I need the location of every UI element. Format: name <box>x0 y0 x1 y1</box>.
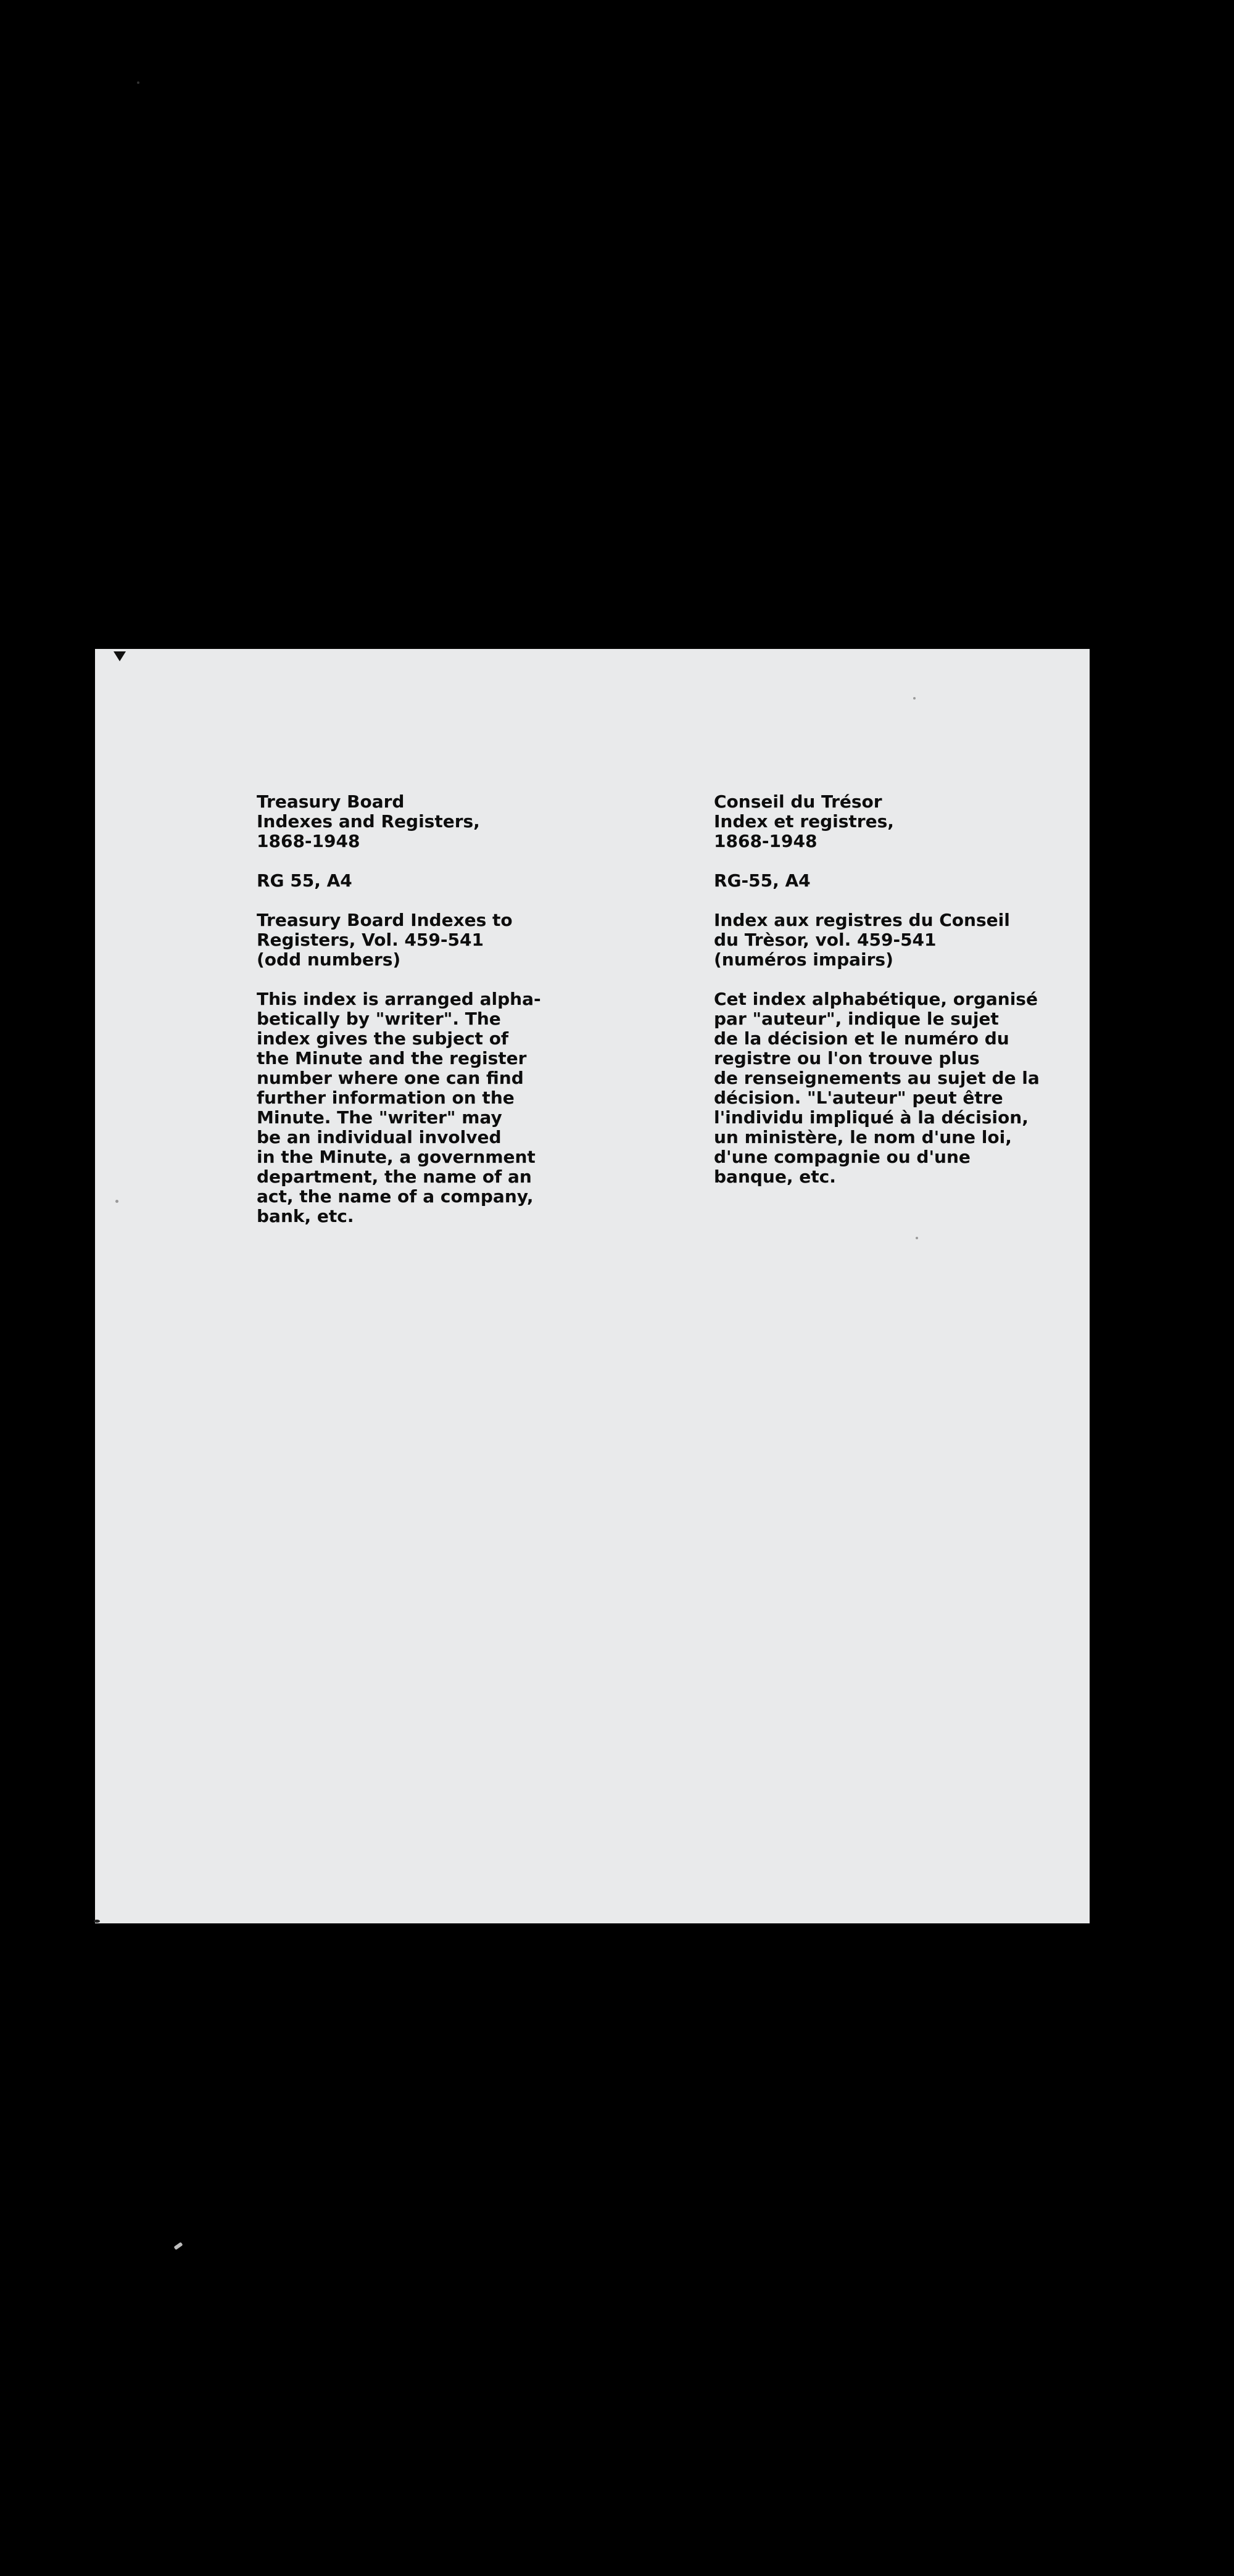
french-description-line: d'une compagnie ou d'une <box>714 1147 971 1167</box>
french-series-line: (numéros impairs) <box>714 949 893 970</box>
english-series-line: Treasury Board Indexes to <box>257 910 513 930</box>
french-column <box>714 791 1040 1207</box>
french-description-line: par "auteur", indique le sujet <box>714 1009 999 1029</box>
english-description-line: further information on the <box>257 1088 515 1108</box>
english-series <box>257 910 516 970</box>
french-reference-text: RG-55, A4 <box>714 870 811 891</box>
french-heading-line: 1868-1948 <box>714 831 818 851</box>
french-description-line: de la décision et le numéro du <box>714 1028 1009 1049</box>
english-description-line: in the Minute, a government <box>257 1147 536 1167</box>
french-reference <box>714 871 1010 891</box>
french-description-line: décision. "L'auteur" peut être <box>714 1088 1003 1108</box>
english-series-line: (odd numbers) <box>257 949 401 970</box>
english-description-line: betically by "writer". The <box>257 1009 501 1029</box>
english-description-line: This index is arranged alpha- <box>257 989 541 1009</box>
french-description-line: banque, etc. <box>714 1166 836 1187</box>
english-description-line: number where one can find <box>257 1068 524 1088</box>
scan-speck <box>94 1920 100 1923</box>
scan-speck <box>115 1200 118 1203</box>
english-description-line: the Minute and the register <box>257 1048 527 1068</box>
english-heading <box>257 792 516 851</box>
english-description-line: index gives the subject of <box>257 1028 509 1049</box>
english-series-line: Registers, Vol. 459-541 <box>257 930 484 950</box>
french-series-line: du Trèsor, vol. 459-541 <box>714 930 937 950</box>
french-description-line: de renseignements au sujet de la <box>714 1068 1040 1088</box>
english-description-line: department, the name of an <box>257 1166 532 1187</box>
scan-speck <box>913 697 916 700</box>
french-series-line: Index aux registres du Conseil <box>714 910 1010 930</box>
english-column <box>257 791 541 1246</box>
french-heading-line: Conseil du Trésor <box>714 791 882 812</box>
english-description <box>257 989 541 1226</box>
french-series <box>714 910 1010 970</box>
english-reference <box>257 871 516 891</box>
french-description-line: Cet index alphabétique, organisé <box>714 989 1038 1009</box>
french-description-line: un ministère, le nom d'une loi, <box>714 1127 1012 1147</box>
english-heading-line: Indexes and Registers, <box>257 811 480 832</box>
english-heading-line: Treasury Board <box>257 791 405 812</box>
scan-fleck <box>174 2242 183 2250</box>
english-description-line: bank, etc. <box>257 1206 354 1226</box>
french-description <box>714 989 1040 1187</box>
english-description-line: act, the name of a company, <box>257 1186 534 1207</box>
english-reference-text: RG 55, A4 <box>257 870 352 891</box>
french-heading-line: Index et registres, <box>714 811 894 832</box>
english-description-line: Minute. The "writer" may <box>257 1107 502 1128</box>
document-page <box>95 649 1090 1923</box>
french-description-line: registre ou l'on trouve plus <box>714 1048 980 1068</box>
scan-speck <box>137 81 139 84</box>
french-description-line: l'individu impliqué à la décision, <box>714 1107 1029 1128</box>
corner-mark <box>114 651 126 661</box>
scan-speck <box>916 1237 918 1239</box>
english-heading-line: 1868-1948 <box>257 831 360 851</box>
french-heading <box>714 792 1010 851</box>
english-description-line: be an individual involved <box>257 1127 502 1147</box>
